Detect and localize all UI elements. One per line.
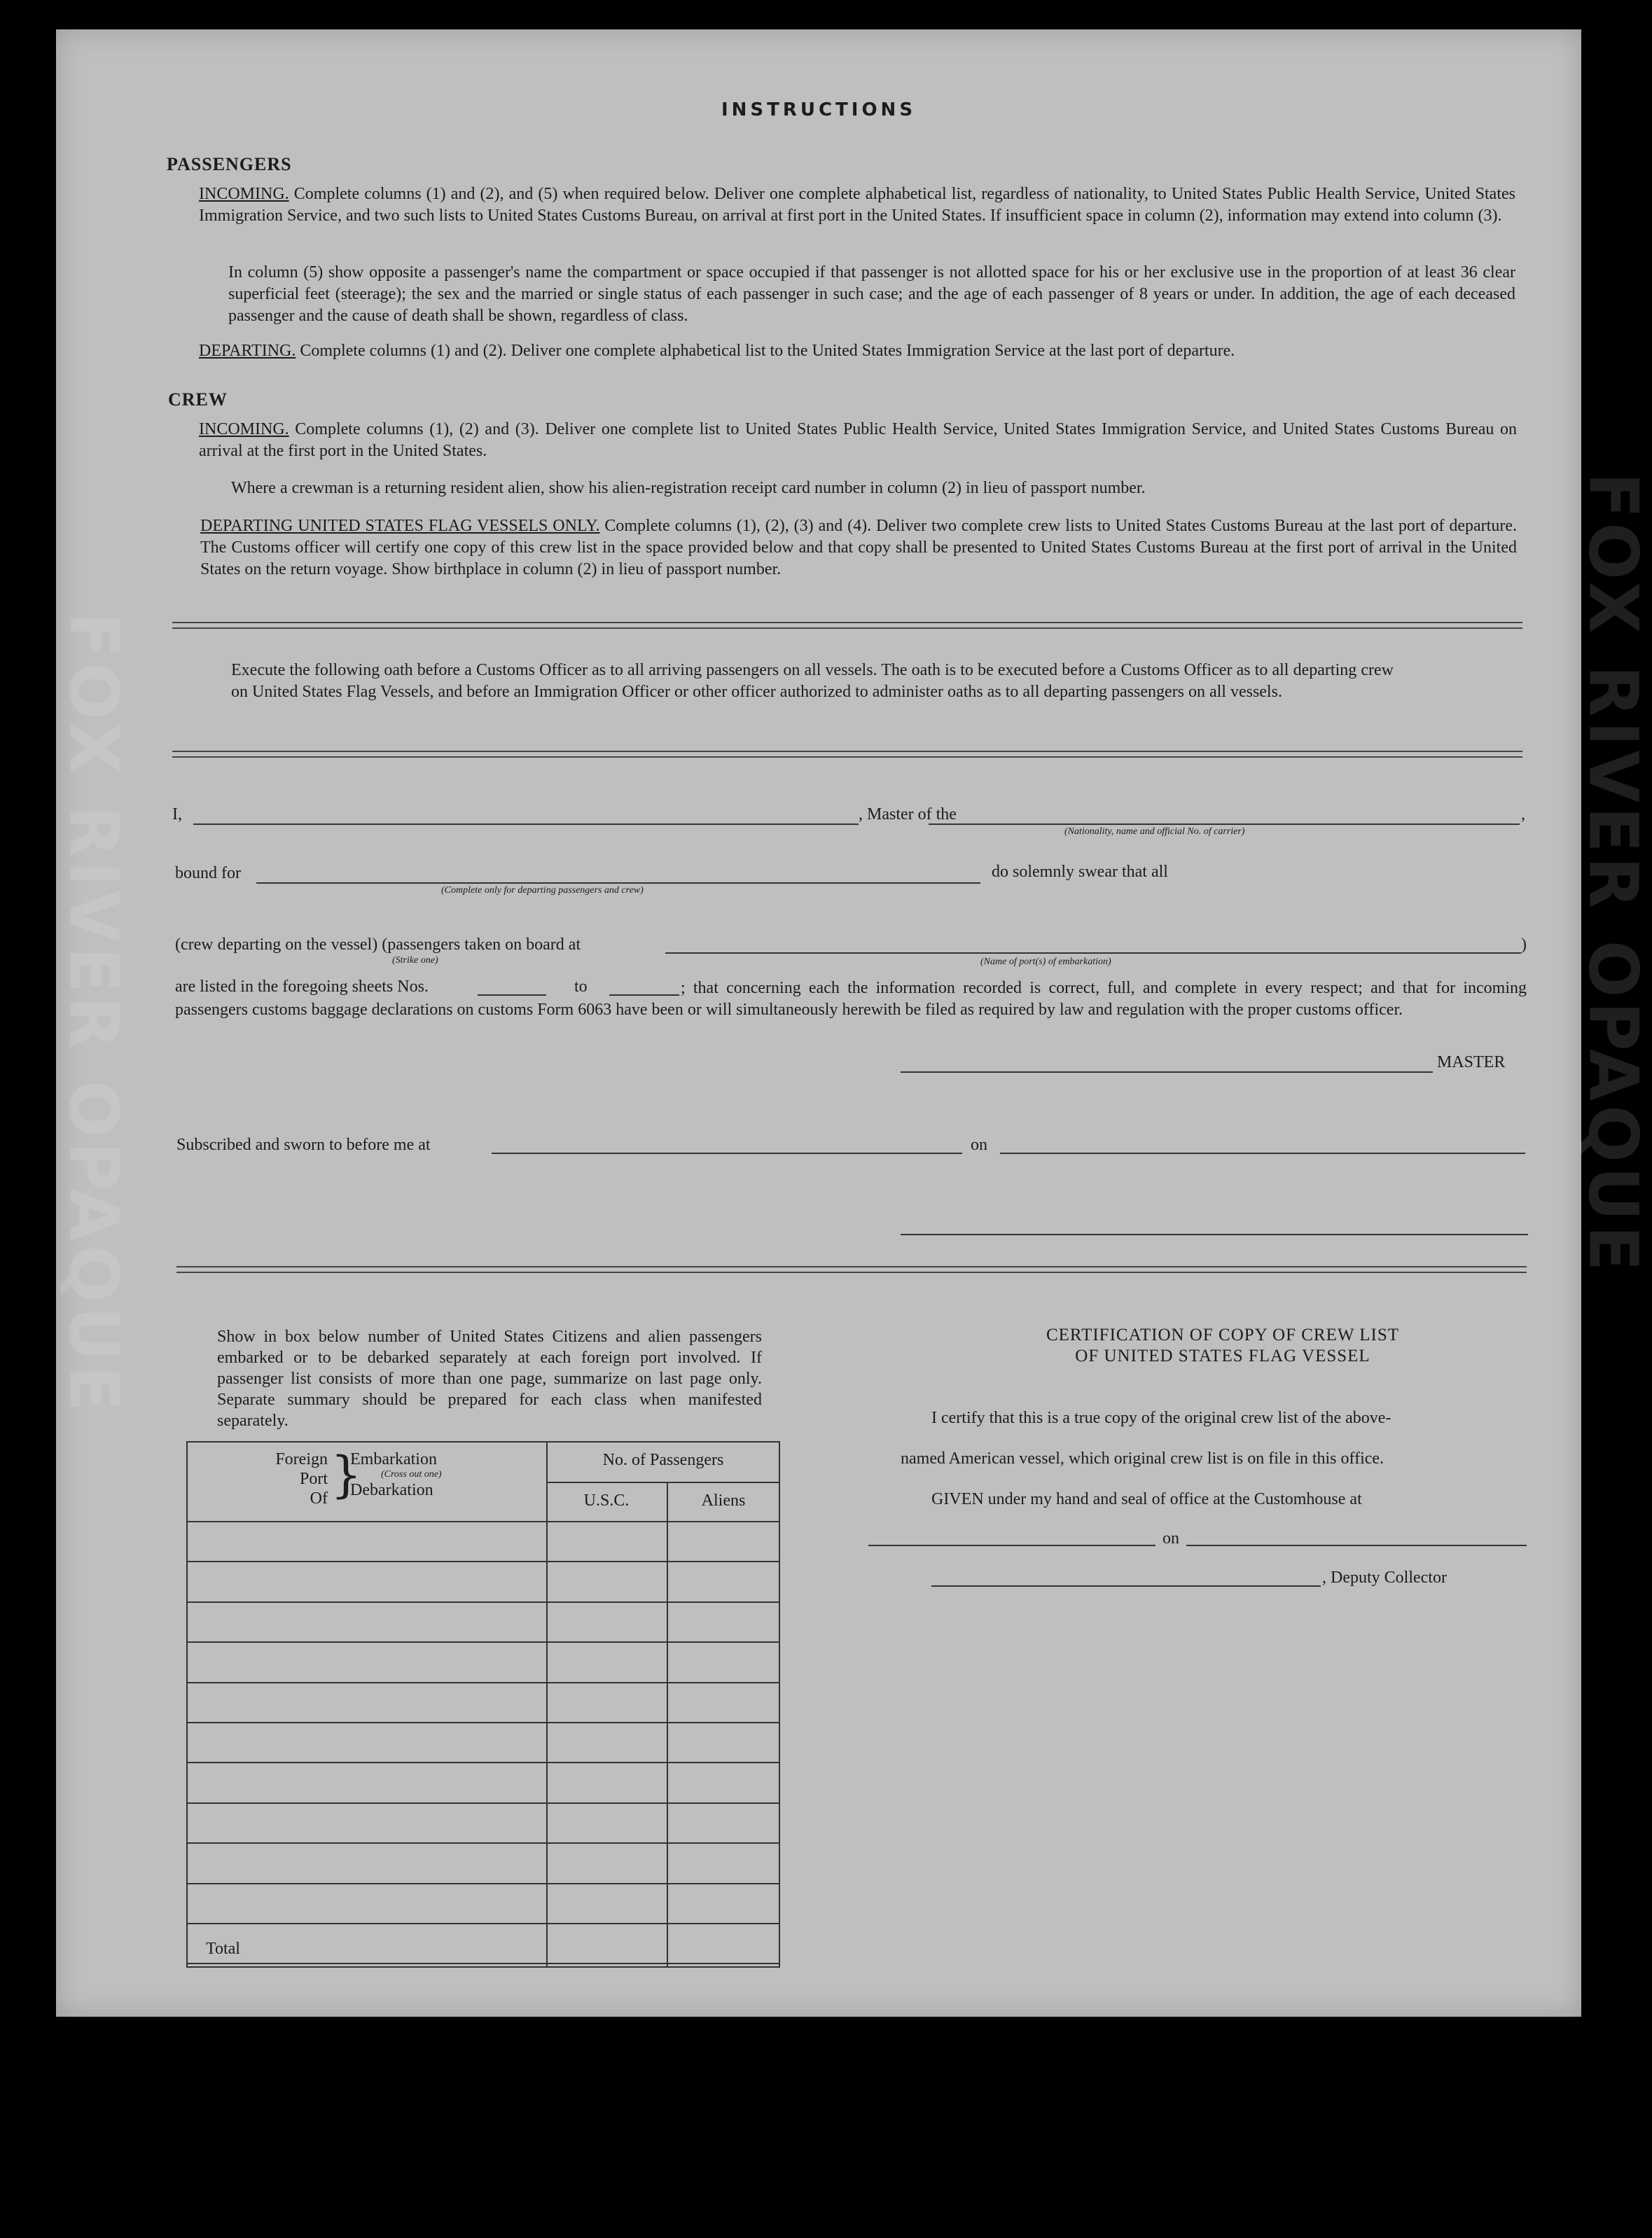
passengers-departing-label: DEPARTING. [199,342,296,360]
oath-master-of-label: , Master of the [859,805,957,823]
no-of-passengers-header: No. of Passengers [602,1451,724,1469]
summary-row-line [188,1762,780,1763]
crew-heading: CREW [168,389,228,410]
master-signature-field[interactable] [901,1071,1433,1073]
header-divider-mid [546,1482,780,1483]
passengers-incoming-paragraph [199,183,1515,227]
crew-departing-label: DEPARTING UNITED STATES FLAG VESSELS ONLY. [200,517,600,535]
deputy-signature-field[interactable] [931,1585,1321,1587]
foreign-text: Foreign [275,1450,328,1468]
summary-row-line [188,1802,780,1804]
section-divider-2 [172,751,1522,758]
carrier-field[interactable] [929,823,1520,825]
embarkation-text: Embarkation [350,1450,437,1468]
cert-date-field[interactable] [1186,1545,1527,1546]
certification-title-line2: OF UNITED STATES FLAG VESSEL [1075,1347,1370,1365]
deputy-label: , Deputy Collector [1322,1569,1447,1587]
summary-instructions: Show in box below number of United States Citizens and alien passengers embarked or to be debarked separately at each foreign port involved. If passenger list consists of more than one page, summarize on last page only. Separate summary should be prepared for each class when manifested separately. [217,1328,762,1430]
subscribed-date-field[interactable] [1000,1153,1525,1154]
bound-for-field[interactable] [256,882,980,884]
ports-field[interactable] [665,952,1521,954]
summary-row-line [188,1641,780,1643]
nationality-caption: (Nationality, name and official No. of carrier) [1064,826,1245,837]
passengers-departing-text: Complete columns (1) and (2). Deliver one complete alphabetical list to the United States Immigration Service at the last port of departure. [296,342,1235,360]
cross-out-text: (Cross out one) [381,1469,442,1480]
certification-title [901,1325,1545,1367]
subscribed-place-field[interactable] [492,1153,962,1154]
total-label: Total [206,1940,240,1958]
brace-glyph: } [331,1446,362,1503]
oath-instructions-paragraph: Execute the following oath before a Customs Officer as to all arriving passengers on all vessels. The oath is to be executed before a Customs Officer as to all departing crew on United States Flag Vessels, and before an Immigration Officer or other officer authorized to administer oaths as to all departing passengers on all vessels. [231,661,1394,701]
oath-comma: , [1521,805,1525,823]
section-divider-3 [176,1266,1527,1273]
certify-line2: named American vessel, which original crew list is on file in this office. [901,1450,1384,1468]
passengers-heading: PASSENGERS [167,154,292,174]
given-line: GIVEN under my hand and seal of office at the Customhouse at [931,1490,1362,1508]
officer-signature-field[interactable] [901,1234,1528,1235]
passengers-column5-paragraph: In column (5) show opposite a passenger's name the compartment or space occupied if that passenger is not allotted space for his or her exclusive use in the proportion of at least 36 clear superficial feet (steerage); the sex and the married or single status of each passenger in such case; and the age of each passenger of 8 years or under. In addition, the age of each deceased passenger and the cause of death shall be shown, regardless of class. [228,263,1515,325]
passengers-incoming-label: INCOMING. [199,185,289,203]
summary-row-line [188,1842,780,1844]
cert-on-label: on [1162,1529,1179,1548]
subscribed-on-label: on [971,1136,987,1154]
summary-row-line [188,1923,780,1924]
crew-resident-paragraph: Where a crewman is a returning resident alien, show his alien-registration receipt card number in column (2) in lieu of passport number. [231,479,1146,497]
close-paren: ) [1521,936,1527,954]
master-name-field[interactable] [193,823,859,825]
listed-prefix: are listed in the foregoing sheets Nos. [175,978,429,996]
summary-row-line [188,1561,780,1562]
section-divider-1 [172,622,1522,629]
watermark-left: FOX RIVER OPAQUE [54,612,133,1416]
debarkation-text: Debarkation [350,1481,433,1499]
crew-departing-text: Complete columns (1), (2), (3) and (4). Deliver two complete crew lists to United States Customs Bureau at the last port of departure. The Customs officer will certify one copy of this crew list in the space provided below and that copy shall be presented to United States Customs Bureau at the first port of arrival in the United States on the return voyage. Show birthplace in column (2) in lieu of passport number. [200,517,1517,578]
col-divider-2 [667,1482,668,1966]
to-label: to [574,978,588,996]
embark-debark-label [350,1450,442,1500]
watermark-right: FOX RIVER OPAQUE [1574,472,1652,1276]
listed-text-content: ; that concerning each the information recorded is correct, full, and complete in every respect; and that for incoming passengers customs baggage declarations on customs Form 6063 have been or will simultaneously herewith be filed as required by law and regulation with the proper customs officer. [175,979,1527,1019]
summary-row-line [188,1601,780,1603]
header-divider [188,1521,780,1522]
listed-text [175,978,1527,1021]
page-title: INSTRUCTIONS [721,99,917,120]
crew-incoming-label: INCOMING. [199,420,289,438]
summary-box [186,1441,780,1968]
bound-for-label: bound for [175,864,241,882]
of-text: Of [310,1489,328,1508]
certify-line1: I certify that this is a true copy of the original crew list of the above- [931,1409,1391,1427]
bound-caption: (Complete only for departing passengers and crew) [441,885,644,896]
foreign-port-of-label [258,1450,328,1508]
crew-passengers-label: (crew departing on the vessel) (passengers taken on board at [175,936,581,954]
crew-incoming-paragraph [199,419,1517,462]
aliens-header: Aliens [701,1492,746,1510]
summary-row-line [188,1883,780,1884]
form-page [54,29,1652,2017]
passengers-departing-paragraph [199,340,1515,362]
strike-caption: (Strike one) [392,955,438,966]
master-label: MASTER [1437,1053,1506,1071]
oath-i-label: I, [172,805,182,823]
passengers-incoming-text: Complete columns (1) and (2), and (5) when required below. Deliver one complete alphabetical list, regardless of nationality, to United States Public Health Service, United States Immigration Service, and two such lists to United States Customs Bureau, on arrival at first port in the United States. If insufficient space in column (2), information may extend into column (3). [199,185,1515,225]
swear-label: do solemnly swear that all [992,863,1168,881]
customhouse-field[interactable] [868,1545,1155,1546]
ports-caption: (Name of port(s) of embarkation) [980,957,1111,967]
crew-departing-paragraph [200,515,1517,581]
certification-title-line1: CERTIFICATION OF COPY OF CREW LIST [1046,1326,1400,1344]
port-text: Port [299,1470,328,1488]
summary-row-line [188,1722,780,1723]
summary-row-line [188,1963,780,1964]
crew-incoming-text: Complete columns (1), (2) and (3). Deliver one complete list to United States Public Health Service, United States Immigration Service, and United States Customs Bureau on arrival at the first port in the United States. [199,420,1517,460]
summary-row-line [188,1682,780,1683]
usc-header: U.S.C. [583,1492,630,1510]
subscribed-label: Subscribed and sworn to before me at [176,1136,431,1154]
